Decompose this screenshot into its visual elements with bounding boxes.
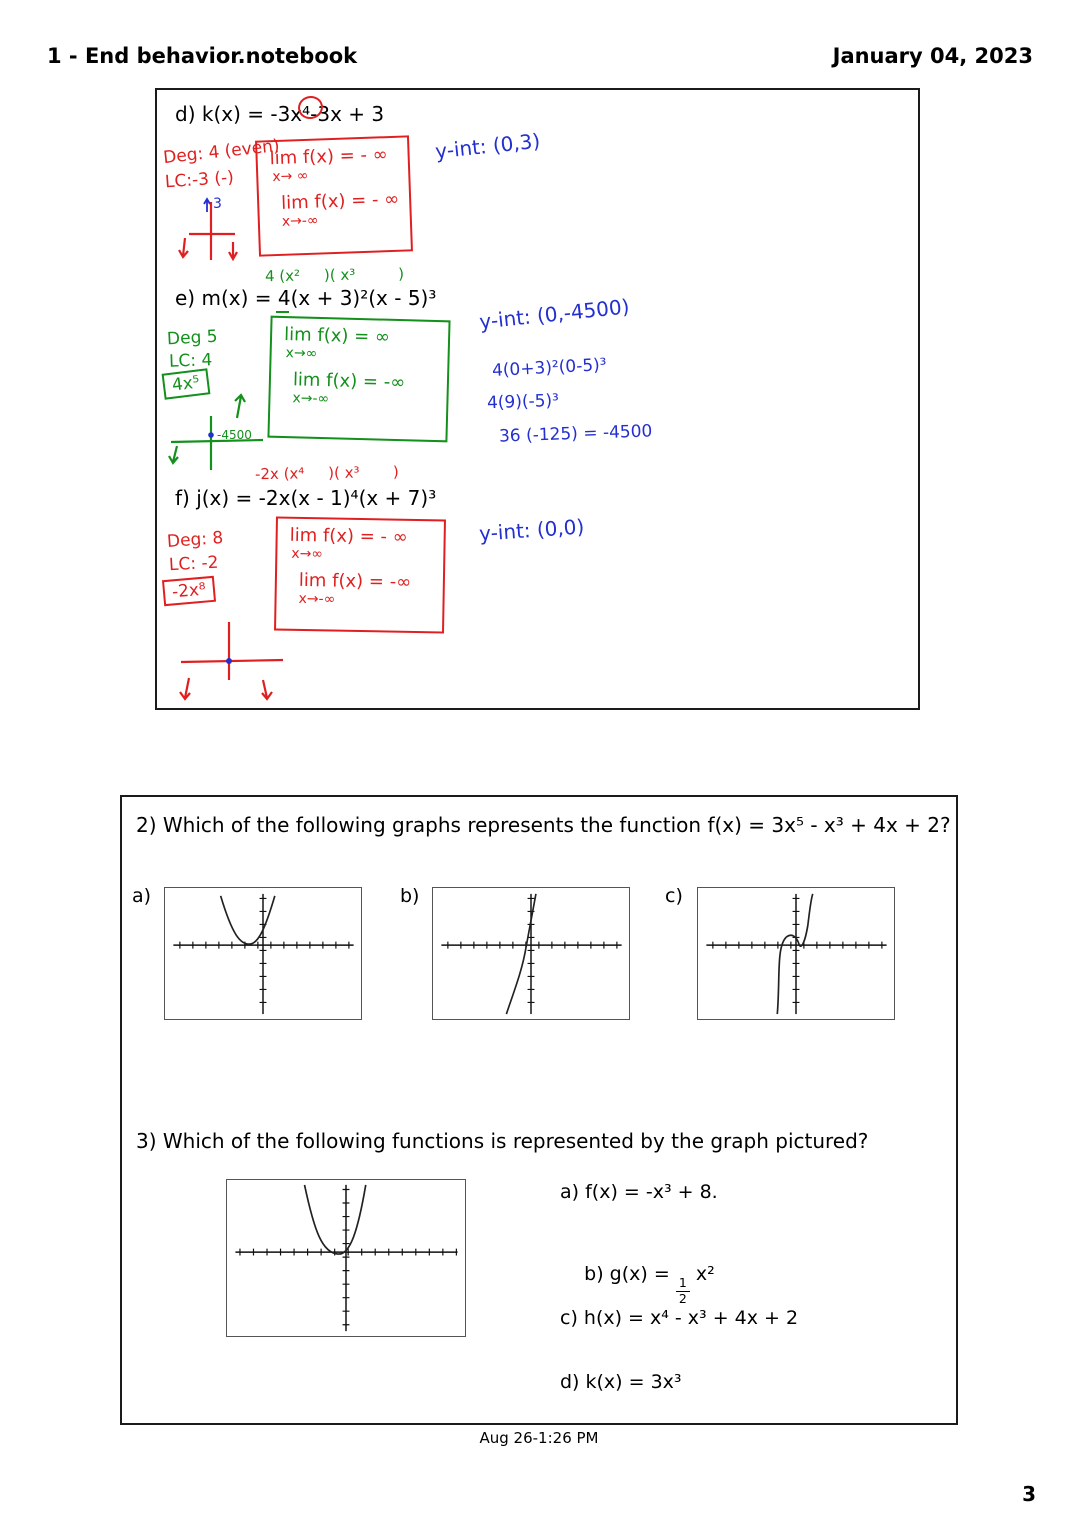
- yint-work-3: 36 (-125) = -4500: [498, 421, 653, 447]
- limit-box-f: [274, 517, 446, 634]
- y-intercept-d: y-int: (0,3): [434, 128, 542, 164]
- equation-f: f) j(x) = -2x(x - 1)⁴(x + 7)³: [175, 486, 437, 510]
- limit-sub: x→-∞: [292, 390, 330, 407]
- q3-option-d: d) k(x) = 3x³: [560, 1371, 682, 1393]
- limit-line: lim f(x) = - ∞: [280, 188, 400, 214]
- question-2-prompt: 2) Which of the following graphs represents the function f(x) = 3x⁵ - x³ + 4x + 2?: [136, 813, 951, 837]
- graph-b-label: b): [400, 885, 420, 907]
- point-marker: [226, 658, 232, 664]
- fraction-one-half: [676, 1277, 690, 1305]
- q3-option-a: a) f(x) = -x³ + 8.: [560, 1181, 718, 1203]
- document-date: January 04, 2023: [832, 44, 1033, 68]
- limit-box-e: [267, 316, 450, 443]
- sketch-label-yint-d: 3: [213, 196, 222, 212]
- equation-d: d) k(x) = -3x⁴-3x + 3: [175, 102, 385, 126]
- leading-coeff-note-e: LC: 4: [168, 350, 213, 372]
- sketch-label-yint-e: -4500: [217, 428, 252, 442]
- end-behavior-sketch-f: [167, 618, 299, 708]
- q3-option-b-suffix: x²: [689, 1263, 715, 1285]
- equation-e: e) m(x) = 4(x + 3)²(x - 5)³: [175, 286, 437, 310]
- limit-line: lim f(x) = -∞: [292, 369, 406, 394]
- point-marker: [208, 432, 214, 438]
- degree-note-f: Deg: 8: [166, 528, 224, 552]
- underline-annotation-e: [276, 311, 289, 313]
- curve-quartic: [305, 1185, 366, 1254]
- notes-panel: [155, 88, 920, 710]
- factor-note-e: 4 (x² )( x³ ): [264, 264, 405, 286]
- graph-a-label: a): [132, 885, 152, 907]
- question-3-graph: [226, 1179, 466, 1337]
- limit-sub: x→∞: [285, 344, 318, 362]
- degree-note-d: Deg: 4 (even): [162, 135, 281, 169]
- leading-coeff-note-d: LC:-3 (-): [164, 167, 235, 193]
- limit-line: lim f(x) = - ∞: [269, 144, 388, 170]
- limit-box-d: [255, 135, 413, 256]
- document-title: 1 - End behavior.notebook: [47, 44, 358, 68]
- limit-sub: x→ ∞: [272, 167, 309, 185]
- graph-c-label: c): [665, 885, 683, 907]
- q3-option-c: c) h(x) = x⁴ - x³ + 4x + 2: [560, 1307, 799, 1329]
- fraction-numerator: 1: [676, 1277, 690, 1292]
- graph-b: [432, 887, 630, 1020]
- curve-parabola: [221, 896, 275, 944]
- limit-line: lim f(x) = -∞: [298, 570, 412, 593]
- question-3-prompt: 3) Which of the following functions is represented by the graph pictured?: [136, 1129, 869, 1153]
- graph-a: [164, 887, 362, 1020]
- limit-sub: x→-∞: [281, 212, 319, 230]
- graph-c: [697, 887, 895, 1020]
- page-number: 3: [1022, 1482, 1036, 1506]
- leading-term-box-e: 4x⁵: [162, 368, 211, 399]
- limit-line: lim f(x) = ∞: [283, 324, 391, 348]
- y-intercept-f: y-int: (0,0): [478, 514, 586, 546]
- leading-term-box-f: -2x⁸: [162, 576, 216, 606]
- slide-timestamp: Aug 26-1:26 PM: [479, 1429, 599, 1447]
- questions-panel: [120, 795, 958, 1425]
- leading-coeff-note-f: LC: -2: [168, 552, 219, 576]
- limit-line: lim f(x) = - ∞: [289, 524, 408, 548]
- y-intercept-e: y-int: (0,-4500): [478, 294, 631, 334]
- q3-option-b-prefix: b) g(x) =: [584, 1263, 676, 1285]
- yint-work-2: 4(9)(-5)³: [486, 390, 560, 414]
- yint-work-1: 4(0+3)²(0-5)³: [491, 355, 608, 381]
- fraction-denominator: 2: [678, 1290, 687, 1306]
- factor-note-f: -2x (x⁴ )( x³ ): [254, 462, 399, 484]
- degree-note-e: Deg 5: [166, 326, 219, 350]
- limit-sub: x→∞: [291, 545, 324, 563]
- limit-sub: x→-∞: [298, 590, 336, 608]
